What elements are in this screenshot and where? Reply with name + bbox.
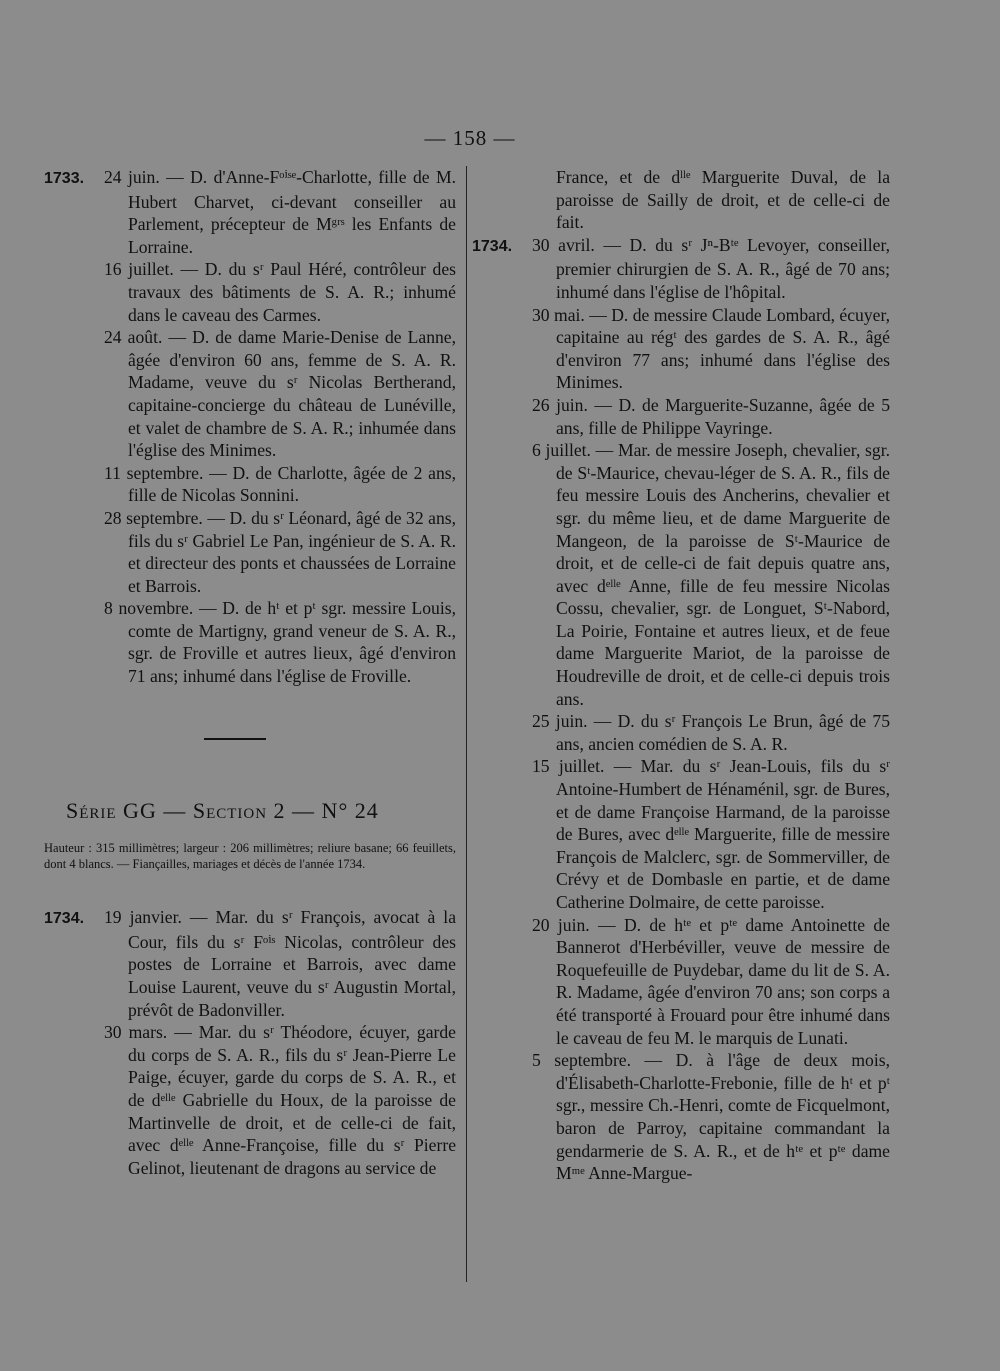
entry-text: 30 mai. — D. de messire Claude Lombard, écuyer, capitaine au régᵗ des gardes de S. A. R., âgé d'environ 77 ans; inhumé dans l'église des Minimes. xyxy=(532,304,890,393)
register-entry xyxy=(472,914,890,1050)
entry-text: 19 janvier. — Mar. du sʳ François, avocat à la Cour, fils du sʳ Fᵒⁱˢ Nicolas, contrôleur des postes de Lorraine et Barrois, avec dame Louise Laurent, veuve du sʳ Augustin Mortal, prévôt de Badonviller. xyxy=(104,907,456,1020)
register-entry xyxy=(44,1021,456,1179)
entries-1734 xyxy=(44,906,456,1179)
register-entry xyxy=(472,394,890,439)
register-entry xyxy=(44,326,456,462)
register-entry xyxy=(44,166,456,258)
column-divider xyxy=(466,166,467,1282)
register-entry xyxy=(44,906,456,1021)
entry-text: 5 septembre. — D. à l'âge de deux mois, d'Élisabeth-Charlotte-Frebonie, fille de hᵗ et pᵗ sgr., messire Ch.-Henri, comte de Ficquelmont, baron de Parroy, capitaine commandant la gendarmerie de S. A. R., et de hᵗᵉ et pᵗᵉ dame Mᵐᵉ Anne-Margue- xyxy=(532,1050,890,1184)
entry-text: 26 juin. — D. de Marguerite-Suzanne, âgée de 5 ans, fille de Philippe Vayringe. xyxy=(532,394,890,438)
entry-text: 20 juin. — D. de hᵗᵉ et pᵗᵉ dame Antoinette de Bannerot d'Herbéviller, veuve de messire de Roquefeuille de Puydebar, dame du lit de S. A. R. Madame, âgée d'environ 70 ans; son corps a été transporté à Frouard pour être inhumé dans le caveau de feu M. le marquis de Lunati. xyxy=(532,914,890,1048)
register-entry xyxy=(44,597,456,687)
register-entry xyxy=(472,710,890,755)
entry-text: 24 août. — D. de dame Marie-Denise de Lanne, âgée d'environ 60 ans, femme de S. A. R. Madame, veuve du sʳ Nicolas Bertherand, capitaine-concierge du château de Lunéville, et valet de chambre de S. A. R.; inhumée dans l'église des Minimes. xyxy=(104,327,456,461)
page-number: — 158 — xyxy=(424,126,516,150)
register-entry xyxy=(44,258,456,326)
entry-text: 8 novembre. — D. de hᵗ et pᵗ sgr. messire Louis, comte de Martigny, grand veneur de S. A. R., sgr. de Froville et autres lieux, âgé d'environ 71 ans; inhumé dans l'église de Froville. xyxy=(104,598,456,687)
right-column xyxy=(472,166,890,1185)
entry-text: 11 septembre. — D. de Charlotte, âgée de 2 ans, fille de Nicolas Sonnini. xyxy=(104,462,456,506)
entry-text: 16 juillet. — D. du sʳ Paul Héré, contrôleur des travaux des bâtiments de S. A. R.; inhumé dans le caveau des Carmes. xyxy=(104,259,456,325)
series-description: Hauteur : 315 millimètres; largeur : 206 millimètres; reliure basane; 66 feuillets, dont 4 blancs. — Fiançailles, mariages et décès de l'année 1734. xyxy=(44,841,456,872)
entry-text: 15 juillet. — Mar. du sʳ Jean-Louis, fils du sʳ Antoine-Humbert de Hénaménil, sgr. de Bures, et de dame Françoise Harmand, de la paroisse de Bures, avec dᵉˡˡᵉ Marguerite, fille de messire François de Malclerc, sgr. de Sommerviller, de Crévy et de Dombasle en partie, et de dame Catherine Dolmaire, de cette paroisse. xyxy=(532,756,890,912)
series-heading: Série GG — Section 2 — N° 24 xyxy=(66,797,379,823)
entry-year: 1734. xyxy=(472,237,513,255)
section-separator xyxy=(204,738,266,740)
entry-text: 24 juin. — D. d'Anne-Fᵒⁱˢᵉ-Charlotte, fille de M. Hubert Charvet, ci-devant conseiller au Parlement, précepteur de Mᵍʳˢ les Enfants de Lorraine. xyxy=(104,167,456,257)
register-entry xyxy=(44,462,456,507)
entry-text: 6 juillet. — Mar. de messire Joseph, chevalier, sgr. de Sᵗ-Maurice, chevau-léger de S. A. R., fils de feu messire Louis des Ancherins, chevalier et sgr. du même lieu, et de dame Marguerite de Mangeon, de la paroisse de Sᵗ-Maurice de droit, et de celle-ci de fait depuis quatre ans, avec dᵉˡˡᵉ Anne, fille de feu messire Nicolas Cossu, chevalier, sgr. de Longuet, Sᵗ-Nabord, La Poirie, Fontaine et autres lieux, et de feue dame Marguerite Mariot, de la paroisse de Houdreville de droit, et de celle-ci depuis trois ans. xyxy=(532,440,890,709)
entry-text: 30 avril. — D. du sʳ Jⁿ-Bᵗᵉ Levoyer, conseiller, premier chirurgien de S. A. R., âgé de 70 ans; inhumé dans l'église de l'hôpital. xyxy=(532,234,890,302)
entry-text: 25 juin. — D. du sʳ François Le Brun, âgé de 75 ans, ancien comédien de S. A. R. xyxy=(532,711,890,754)
register-entry xyxy=(472,304,890,394)
entry-year: 1734. xyxy=(44,910,85,928)
register-entry xyxy=(472,439,890,710)
entry-year: 1733. xyxy=(44,170,85,187)
entry-continuation: France, et de dˡˡᵉ Marguerite Duval, de la paroisse de Sailly de droit, et de celle-ci de fait. xyxy=(556,167,890,233)
entries-1733 xyxy=(44,166,456,688)
entry-text: 30 mars. — Mar. du sʳ Théodore, écuyer, garde du corps de S. A. R., fils du sʳ Jean-Pierre Le Paige, écuyer, garde du corps de S. A. R., et de dᵉˡˡᵉ Gabrielle du Houx, de la paroisse de Martinvelle de droit, et de celle-ci de fait, avec dᵉˡˡᵉ Anne-Françoise, fille du sʳ Pierre Gelinot, lieutenant de dragons au service de xyxy=(104,1022,456,1178)
entry-text: 28 septembre. — D. du sʳ Léonard, âgé de 32 ans, fils du sʳ Gabriel Le Pan, ingénieur de S. A. R. et directeur des ponts et chaussées de Lorraine et Barrois. xyxy=(104,507,456,596)
left-column xyxy=(44,166,456,1179)
register-entry xyxy=(472,1049,890,1185)
register-entry xyxy=(44,507,456,597)
register-entry xyxy=(472,755,890,913)
register-entry xyxy=(472,234,890,304)
